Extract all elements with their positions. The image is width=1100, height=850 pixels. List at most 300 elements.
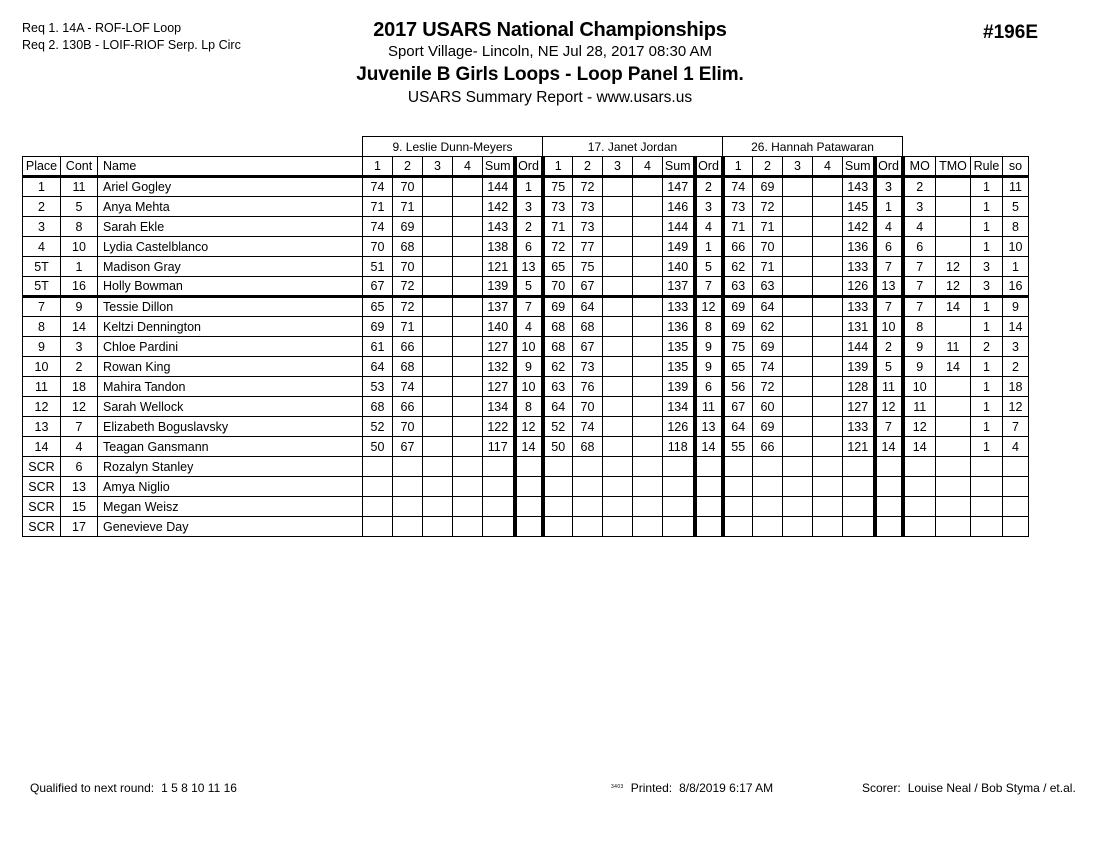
report-subtitle: USARS Summary Report - www.usars.us <box>407 89 693 106</box>
cell-j3-score-1 <box>723 457 753 477</box>
cell-cont: 1 <box>61 257 98 277</box>
header-so: so <box>1003 157 1029 177</box>
cell-j3-score-1: 67 <box>723 397 753 417</box>
cell-rule: 1 <box>971 177 1003 197</box>
cell-j3-score-2: 72 <box>753 377 783 397</box>
judge-1-label: 9. Leslie Dunn-Meyers <box>363 137 543 157</box>
cell-j1-ord <box>515 517 543 537</box>
cell-j2-score-2 <box>573 457 603 477</box>
cell-j1-score-2: 69 <box>393 217 423 237</box>
cell-j3-sum: 142 <box>843 217 875 237</box>
cell-j1-score-3 <box>423 517 453 537</box>
qualified-list: 1 5 8 10 11 16 <box>161 781 237 795</box>
cell-place: SCR <box>23 477 61 497</box>
cell-j3-score-2: 71 <box>753 257 783 277</box>
cell-j1-score-4 <box>453 177 483 197</box>
cell-j3-sum: 139 <box>843 357 875 377</box>
cell-mo <box>903 457 936 477</box>
cell-j1-score-2: 68 <box>393 237 423 257</box>
cell-j2-score-1: 71 <box>543 217 573 237</box>
cell-mo: 11 <box>903 397 936 417</box>
cell-j3-sum: 145 <box>843 197 875 217</box>
cell-j3-score-3 <box>783 397 813 417</box>
cell-j1-sum: 134 <box>483 397 515 417</box>
column-header-row <box>23 157 1029 177</box>
cell-so: 5 <box>1003 197 1029 217</box>
cell-mo: 7 <box>903 257 936 277</box>
cell-j1-score-3 <box>423 417 453 437</box>
band-spacer-name <box>98 137 363 157</box>
cell-j1-sum: 132 <box>483 357 515 377</box>
cell-j1-ord <box>515 477 543 497</box>
cell-j2-ord: 2 <box>695 177 723 197</box>
cell-j2-score-4 <box>633 477 663 497</box>
header-rule: Rule <box>971 157 1003 177</box>
cell-j1-ord: 5 <box>515 277 543 297</box>
cell-j3-score-2: 72 <box>753 197 783 217</box>
cell-mo: 7 <box>903 297 936 317</box>
cell-j3-sum <box>843 497 875 517</box>
cell-j2-score-3 <box>603 357 633 377</box>
header-cont: Cont <box>61 157 98 177</box>
table-row[interactable] <box>23 497 1029 517</box>
cell-j3-score-1: 65 <box>723 357 753 377</box>
cell-j3-score-2: 71 <box>753 217 783 237</box>
cell-cont: 13 <box>61 477 98 497</box>
cell-j1-ord: 4 <box>515 317 543 337</box>
cell-j1-score-2: 71 <box>393 317 423 337</box>
cell-j3-score-4 <box>813 177 843 197</box>
cell-j2-score-3 <box>603 377 633 397</box>
cell-j3-ord: 2 <box>875 337 903 357</box>
cell-j3-sum <box>843 477 875 497</box>
cell-j2-score-1: 52 <box>543 417 573 437</box>
cell-j3-ord: 13 <box>875 277 903 297</box>
header-j1-ord: Ord <box>515 157 543 177</box>
cell-j2-score-3 <box>603 297 633 317</box>
cell-mo: 9 <box>903 337 936 357</box>
cell-mo: 14 <box>903 437 936 457</box>
cell-j2-sum: 137 <box>663 277 695 297</box>
cell-j1-score-4 <box>453 317 483 337</box>
cell-tmo: 12 <box>936 277 971 297</box>
table-row[interactable] <box>23 357 1029 377</box>
cell-j2-score-2: 73 <box>573 217 603 237</box>
cell-name: Chloe Pardini <box>98 337 363 357</box>
cell-j2-ord: 3 <box>695 197 723 217</box>
cell-place: 1 <box>23 177 61 197</box>
cell-j1-sum: 137 <box>483 297 515 317</box>
cell-j3-ord: 7 <box>875 297 903 317</box>
cell-j1-score-1: 70 <box>363 237 393 257</box>
cell-j1-score-1: 71 <box>363 197 393 217</box>
cell-j3-score-3 <box>783 337 813 357</box>
cell-tmo <box>936 237 971 257</box>
header-j3-score-3: 3 <box>783 157 813 177</box>
cell-mo: 7 <box>903 277 936 297</box>
cell-j1-score-4 <box>453 257 483 277</box>
cell-j3-score-3 <box>783 497 813 517</box>
cell-j3-score-4 <box>813 457 843 477</box>
cell-j1-score-1 <box>363 517 393 537</box>
cell-j2-ord: 12 <box>695 297 723 317</box>
cell-j3-ord: 4 <box>875 217 903 237</box>
cell-j3-score-2: 66 <box>753 437 783 457</box>
table-row[interactable] <box>23 177 1029 197</box>
cell-j3-score-3 <box>783 217 813 237</box>
cell-name: Madison Gray <box>98 257 363 277</box>
cell-j3-score-2 <box>753 517 783 537</box>
cell-j3-ord <box>875 477 903 497</box>
cell-j3-score-2: 69 <box>753 417 783 437</box>
cell-cont: 18 <box>61 377 98 397</box>
cell-j1-ord: 13 <box>515 257 543 277</box>
table-row[interactable] <box>23 437 1029 457</box>
cell-mo: 3 <box>903 197 936 217</box>
cell-j2-sum: 133 <box>663 297 695 317</box>
cell-j1-score-1: 67 <box>363 277 393 297</box>
cell-tmo <box>936 397 971 417</box>
cell-j2-score-3 <box>603 237 633 257</box>
header-j1-score-4: 4 <box>453 157 483 177</box>
cell-j1-score-2: 66 <box>393 337 423 357</box>
cell-j2-sum: 135 <box>663 357 695 377</box>
cell-j3-score-4 <box>813 437 843 457</box>
cell-place: 9 <box>23 337 61 357</box>
cell-j3-score-1: 64 <box>723 417 753 437</box>
cell-j3-ord: 7 <box>875 417 903 437</box>
cell-so: 10 <box>1003 237 1029 257</box>
cell-cont: 14 <box>61 317 98 337</box>
cell-so <box>1003 457 1029 477</box>
cell-j2-score-3 <box>603 317 633 337</box>
cell-cont: 8 <box>61 217 98 237</box>
cell-j1-score-3 <box>423 297 453 317</box>
cell-tmo <box>936 177 971 197</box>
cell-mo: 9 <box>903 357 936 377</box>
cell-j2-score-4 <box>633 357 663 377</box>
cell-j3-sum: 133 <box>843 297 875 317</box>
band-spacer-mo <box>903 137 936 157</box>
header-name: Name <box>98 157 363 177</box>
table-row[interactable] <box>23 317 1029 337</box>
cell-j2-sum: 149 <box>663 237 695 257</box>
cell-j2-score-1: 62 <box>543 357 573 377</box>
cell-place: 5T <box>23 257 61 277</box>
cell-j1-score-2: 66 <box>393 397 423 417</box>
cell-name: Ariel Gogley <box>98 177 363 197</box>
cell-j1-score-1 <box>363 497 393 517</box>
cell-rule: 1 <box>971 197 1003 217</box>
cell-j1-score-1: 74 <box>363 177 393 197</box>
event-title: 2017 USARS National Championships <box>373 19 727 41</box>
cell-so: 16 <box>1003 277 1029 297</box>
cell-place: 13 <box>23 417 61 437</box>
cell-so: 4 <box>1003 437 1029 457</box>
table-row[interactable] <box>23 417 1029 437</box>
cell-place: 4 <box>23 237 61 257</box>
cell-cont: 5 <box>61 197 98 217</box>
cell-j2-score-2: 67 <box>573 277 603 297</box>
table-row[interactable] <box>23 397 1029 417</box>
cell-j3-ord <box>875 457 903 477</box>
cell-j2-ord: 6 <box>695 377 723 397</box>
header-j1-sum: Sum <box>483 157 515 177</box>
cell-j1-ord: 2 <box>515 217 543 237</box>
cell-cont: 16 <box>61 277 98 297</box>
cell-place: 12 <box>23 397 61 417</box>
requirement-line-1: Req 1. 14A - ROF-LOF Loop <box>22 21 182 35</box>
cell-rule <box>971 477 1003 497</box>
table-row[interactable] <box>23 477 1029 497</box>
cell-name: Megan Weisz <box>98 497 363 517</box>
cell-rule: 1 <box>971 217 1003 237</box>
cell-j2-score-1: 72 <box>543 237 573 257</box>
cell-j2-score-4 <box>633 277 663 297</box>
cell-j1-score-1: 74 <box>363 217 393 237</box>
cell-j3-ord <box>875 497 903 517</box>
cell-j1-score-1: 52 <box>363 417 393 437</box>
band-spacer-cont <box>61 137 98 157</box>
cell-j2-score-2 <box>573 497 603 517</box>
cell-mo: 12 <box>903 417 936 437</box>
cell-j1-score-3 <box>423 337 453 357</box>
cell-place: SCR <box>23 497 61 517</box>
table-row[interactable] <box>23 377 1029 397</box>
cell-j1-sum: 117 <box>483 437 515 457</box>
cell-j2-sum: 126 <box>663 417 695 437</box>
cell-j1-score-4 <box>453 217 483 237</box>
cell-j3-score-2: 74 <box>753 357 783 377</box>
cell-tmo <box>936 497 971 517</box>
cell-j2-score-2 <box>573 477 603 497</box>
cell-tmo: 14 <box>936 297 971 317</box>
cell-j1-ord: 9 <box>515 357 543 377</box>
cell-j1-ord <box>515 457 543 477</box>
cell-j2-score-2: 74 <box>573 417 603 437</box>
cell-j2-score-3 <box>603 397 633 417</box>
cell-name: Amya Niglio <box>98 477 363 497</box>
cell-j3-score-4 <box>813 297 843 317</box>
cell-j1-score-2: 68 <box>393 357 423 377</box>
cell-j3-score-1 <box>723 517 753 537</box>
cell-j3-ord: 3 <box>875 177 903 197</box>
table-row[interactable] <box>23 457 1029 477</box>
cell-j2-ord: 11 <box>695 397 723 417</box>
cell-j3-score-1: 73 <box>723 197 753 217</box>
cell-j2-score-4 <box>633 457 663 477</box>
cell-j2-ord: 8 <box>695 317 723 337</box>
cell-j1-score-2: 74 <box>393 377 423 397</box>
requirement-line-2: Req 2. 130B - LOIF-RIOF Serp. Lp Circ <box>22 38 241 52</box>
cell-j2-sum: 118 <box>663 437 695 457</box>
band-spacer-place <box>23 137 61 157</box>
cell-j2-score-1: 75 <box>543 177 573 197</box>
cell-place: 14 <box>23 437 61 457</box>
cell-j3-score-2: 69 <box>753 177 783 197</box>
cell-j1-score-2: 67 <box>393 437 423 457</box>
cell-j1-score-3 <box>423 317 453 337</box>
cell-j3-score-4 <box>813 517 843 537</box>
cell-j3-score-2: 62 <box>753 317 783 337</box>
band-spacer-rule <box>971 137 1003 157</box>
cell-rule: 3 <box>971 277 1003 297</box>
cell-j3-sum: 144 <box>843 337 875 357</box>
cell-j1-score-4 <box>453 477 483 497</box>
cell-j1-score-2 <box>393 517 423 537</box>
cell-j1-sum: 143 <box>483 217 515 237</box>
cell-j3-ord: 1 <box>875 197 903 217</box>
cell-j3-ord <box>875 517 903 537</box>
qualified-label: Qualified to next round: <box>30 781 155 795</box>
header-j3-ord: Ord <box>875 157 903 177</box>
cell-j1-score-3 <box>423 277 453 297</box>
cell-j2-ord: 9 <box>695 337 723 357</box>
cell-rule: 1 <box>971 297 1003 317</box>
cell-j3-ord: 7 <box>875 257 903 277</box>
cell-place: 5T <box>23 277 61 297</box>
cell-j2-sum <box>663 457 695 477</box>
cell-j2-score-1 <box>543 517 573 537</box>
band-spacer-tmo <box>936 137 971 157</box>
cell-j1-ord: 8 <box>515 397 543 417</box>
cell-place: 2 <box>23 197 61 217</box>
cell-j3-score-2 <box>753 477 783 497</box>
title-block <box>150 18 950 108</box>
cell-j1-score-4 <box>453 397 483 417</box>
cell-j1-score-3 <box>423 477 453 497</box>
table-row[interactable] <box>23 237 1029 257</box>
cell-j3-score-4 <box>813 317 843 337</box>
cell-j1-score-2: 71 <box>393 197 423 217</box>
cell-j2-score-3 <box>603 437 633 457</box>
cell-cont: 11 <box>61 177 98 197</box>
cell-j1-score-3 <box>423 237 453 257</box>
cell-j1-ord: 10 <box>515 337 543 357</box>
cell-tmo <box>936 217 971 237</box>
cell-mo <box>903 497 936 517</box>
cell-j3-ord: 6 <box>875 237 903 257</box>
cell-rule <box>971 517 1003 537</box>
header-j2-score-4: 4 <box>633 157 663 177</box>
cell-j3-score-3 <box>783 297 813 317</box>
report-header <box>0 0 1100 125</box>
cell-j2-score-4 <box>633 497 663 517</box>
table-row[interactable] <box>23 277 1029 297</box>
cell-rule <box>971 497 1003 517</box>
cell-j2-ord: 1 <box>695 237 723 257</box>
cell-j2-score-4 <box>633 337 663 357</box>
table-row[interactable] <box>23 517 1029 537</box>
cell-j2-score-4 <box>633 197 663 217</box>
band-spacer-so <box>1003 137 1029 157</box>
cell-j3-score-3 <box>783 437 813 457</box>
cell-j2-score-2: 73 <box>573 357 603 377</box>
cell-j2-sum: 139 <box>663 377 695 397</box>
header-j2-score-2: 2 <box>573 157 603 177</box>
header-j1-score-3: 3 <box>423 157 453 177</box>
cell-j3-ord: 14 <box>875 437 903 457</box>
cell-j1-sum <box>483 477 515 497</box>
cell-mo <box>903 477 936 497</box>
cell-j2-score-4 <box>633 417 663 437</box>
cell-place: SCR <box>23 457 61 477</box>
cell-j3-sum: 128 <box>843 377 875 397</box>
cell-j3-sum: 133 <box>843 417 875 437</box>
table-row[interactable] <box>23 217 1029 237</box>
cell-j1-sum: 127 <box>483 337 515 357</box>
cell-j1-score-3 <box>423 217 453 237</box>
print-code: 3403 <box>611 784 624 790</box>
cell-j2-score-2 <box>573 517 603 537</box>
cell-j1-score-3 <box>423 397 453 417</box>
cell-j2-score-3 <box>603 517 633 537</box>
scorer-value: Louise Neal / Bob Styma / et.al. <box>907 781 1076 795</box>
table-row[interactable] <box>23 337 1029 357</box>
table-row[interactable] <box>23 257 1029 277</box>
cell-j1-score-1: 65 <box>363 297 393 317</box>
cell-j1-sum: 144 <box>483 177 515 197</box>
cell-name: Anya Mehta <box>98 197 363 217</box>
cell-so: 11 <box>1003 177 1029 197</box>
cell-j2-score-4 <box>633 517 663 537</box>
header-place: Place <box>23 157 61 177</box>
cell-cont: 12 <box>61 397 98 417</box>
cell-tmo <box>936 457 971 477</box>
cell-mo: 4 <box>903 217 936 237</box>
judge-2-label: 17. Janet Jordan <box>543 137 723 157</box>
table-row[interactable] <box>23 297 1029 317</box>
division-title: Juvenile B Girls Loops - Loop Panel 1 Elim. <box>356 64 744 85</box>
cell-name: Rozalyn Stanley <box>98 457 363 477</box>
cell-so <box>1003 477 1029 497</box>
cell-place: 8 <box>23 317 61 337</box>
cell-tmo <box>936 477 971 497</box>
cell-rule: 2 <box>971 337 1003 357</box>
table-row[interactable] <box>23 197 1029 217</box>
header-j3-score-1: 1 <box>723 157 753 177</box>
cell-j1-score-1 <box>363 457 393 477</box>
cell-j1-ord: 12 <box>515 417 543 437</box>
cell-j3-score-3 <box>783 257 813 277</box>
cell-j3-score-1: 69 <box>723 297 753 317</box>
cell-name: Genevieve Day <box>98 517 363 537</box>
cell-j2-score-3 <box>603 257 633 277</box>
header-j3-score-2: 2 <box>753 157 783 177</box>
cell-j2-score-3 <box>603 197 633 217</box>
cell-name: Lydia Castelblanco <box>98 237 363 257</box>
cell-cont: 3 <box>61 337 98 357</box>
cell-tmo <box>936 437 971 457</box>
cell-j1-score-4 <box>453 437 483 457</box>
cell-name: Sarah Ekle <box>98 217 363 237</box>
cell-j3-score-4 <box>813 357 843 377</box>
cell-j2-score-1: 64 <box>543 397 573 417</box>
cell-j2-ord <box>695 457 723 477</box>
cell-rule: 1 <box>971 417 1003 437</box>
cell-j1-score-4 <box>453 497 483 517</box>
cell-j1-score-3 <box>423 497 453 517</box>
header-mo: MO <box>903 157 936 177</box>
cell-j1-score-4 <box>453 517 483 537</box>
cell-tmo <box>936 197 971 217</box>
cell-tmo: 12 <box>936 257 971 277</box>
report-footer <box>0 778 1100 808</box>
cell-j1-score-2 <box>393 497 423 517</box>
cell-j2-score-3 <box>603 457 633 477</box>
cell-j2-score-1: 68 <box>543 317 573 337</box>
cell-name: Rowan King <box>98 357 363 377</box>
